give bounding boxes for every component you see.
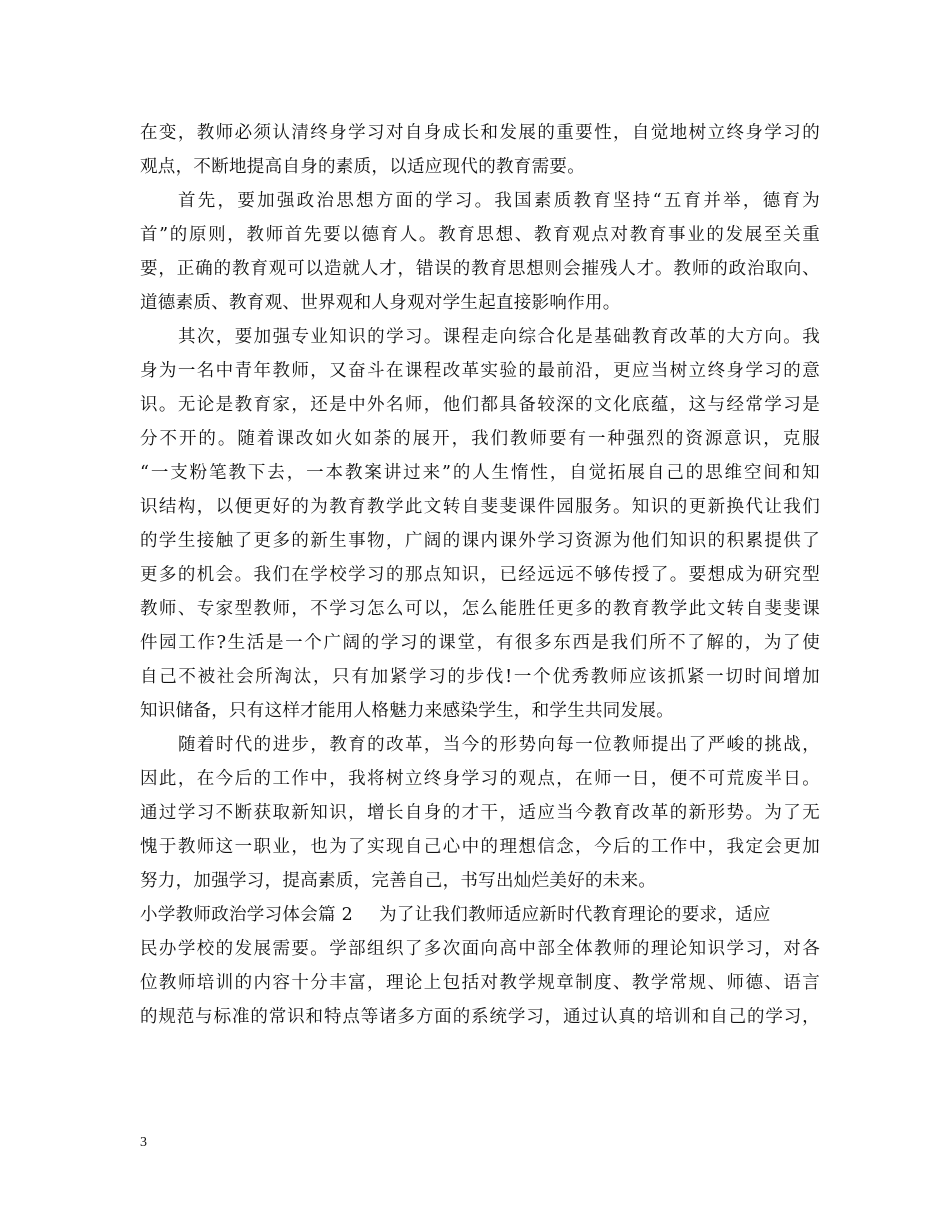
text-line: 努力，加强学习，提高素质，完善自己，书写出灿烂美好的未来。	[140, 871, 657, 891]
section-heading: 小学教师政治学习体会篇 2	[140, 905, 354, 925]
text-line: 愧于教师这一职业，也为了实现自己心中的理想信念，今后的工作中，我定会更加	[140, 837, 820, 857]
text-line: 更多的机会。我们在学校学习的那点知识，已经远远不够传授了。要想成为研究型	[140, 565, 820, 585]
text-line: 自己不被社会所淘汰，只有加紧学习的步伐!一个优秀教师应该抓紧一切时间增加	[140, 667, 820, 687]
text-line: 的规范与标准的常识和特点等诸多方面的系统学习，通过认真的培训和自己的学习，	[140, 1007, 820, 1027]
text-line: 身为一名中青年教师，又奋斗在课程改革实验的最前沿，更应当树立终身学习的意	[140, 361, 820, 381]
text-line: 民办学校的发展需要。学部组织了多次面向高中部全体教师的理论知识学习，对各	[140, 939, 820, 959]
text-line: 分不开的。随着课改如火如荼的展开，我们教师要有一种强烈的资源意识，克服	[140, 429, 820, 449]
text-line: 首”的原则，教师首先要以德育人。教育思想、教育观点对教育事业的发展至关重	[140, 225, 820, 245]
text-line: 识。无论是教育家，还是中外名师，他们都具备较深的文化底蕴，这与经常学习是	[140, 395, 820, 415]
text-line: 识结构，以便更好的为教育教学此文转自斐斐课件园服务。知识的更新换代让我们	[140, 497, 820, 517]
text-line: 道德素质、教育观、世界观和人身观对学生起直接影响作用。	[140, 293, 621, 313]
text-line: 位教师培训的内容十分丰富，理论上包括对教学规章制度、教学常规、师德、语言	[140, 973, 820, 993]
page-number: 3	[140, 1135, 147, 1150]
paragraph-start-line: 首先，要加强政治思想方面的学习。我国素质教育坚持“五育并举，德育为	[178, 191, 820, 211]
text-line: 通过学习不断获取新知识，增长自身的才干，适应当今教育改革的新形势。为了无	[140, 803, 820, 823]
text-line: 的学生接触了更多的新生事物，广阔的课内课外学习资源为他们知识的积累提供了	[140, 531, 820, 551]
paragraph-start-line: 其次，要加强专业知识的学习。课程走向综合化是基础教育改革的大方向。我	[178, 327, 820, 347]
section-first-line: 为了让我们教师适应新时代教育理论的要求，适应	[379, 905, 771, 925]
document-body	[140, 116, 820, 1034]
text-line: 要，正确的教育观可以造就人才，错误的教育思想则会摧残人才。教师的政治取向、	[140, 259, 820, 279]
text-line: 件园工作?生活是一个广阔的学习的课堂，有很多东西是我们所不了解的，为了使	[140, 633, 820, 653]
text-line: “一支粉笔教下去，一本教案讲过来”的人生惰性，自觉拓展自己的思维空间和知	[140, 463, 820, 483]
text-line: 观点，不断地提高自身的素质，以适应现代的教育需要。	[140, 157, 585, 177]
section-heading-line	[140, 898, 820, 932]
text-line: 因此，在今后的工作中，我将树立终身学习的观点，在师一日，便不可荒废半日。	[140, 769, 820, 789]
paragraph-start-line: 随着时代的进步，教育的改革，当今的形势向每一位教师提出了严峻的挑战，	[178, 735, 820, 755]
text-line: 在变，教师必须认清终身学习对自身成长和发展的重要性，自觉地树立终身学习的	[140, 123, 820, 143]
text-line: 知识储备，只有这样才能用人格魅力来感染学生，和学生共同发展。	[140, 701, 674, 721]
text-line: 教师、专家型教师，不学习怎么可以，怎么能胜任更多的教育教学此文转自斐斐课	[140, 599, 820, 619]
